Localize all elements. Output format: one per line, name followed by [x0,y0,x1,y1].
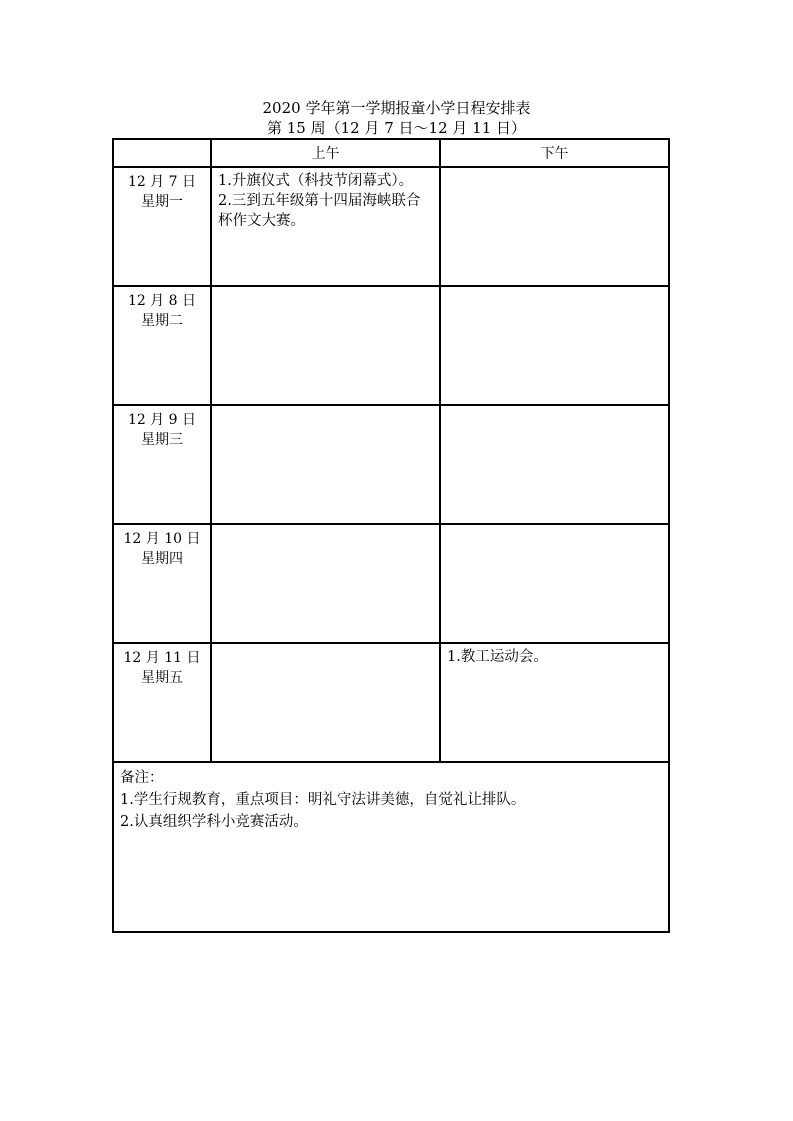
morning-item: 1.升旗仪式（科技节闭幕式）。 [218,173,414,189]
afternoon-cell [440,524,669,643]
day-row [113,524,669,643]
morning-cell [211,524,440,643]
notes-label: 备注： [120,770,164,786]
morning-cell [211,167,440,286]
day-cell [113,405,211,524]
day-date: 12 月 8 日 [127,293,197,309]
morning-cell [211,405,440,524]
morning-cell [211,286,440,405]
day-cell [113,643,211,762]
header-blank [113,139,211,167]
morning-cell [211,643,440,762]
afternoon-cell [440,286,669,405]
morning-item: 2.三到五年级第十四届海峡联合杯作文大赛。 [218,193,421,229]
day-date: 12 月 10 日 [123,531,201,547]
afternoon-cell [440,405,669,524]
day-weekday: 星期三 [141,432,183,448]
header-row [113,139,669,167]
day-weekday: 星期一 [141,194,183,210]
day-date: 12 月 9 日 [127,412,197,428]
day-date: 12 月 11 日 [123,650,201,666]
header-afternoon: 下午 [440,139,669,167]
day-date: 12 月 7 日 [127,174,197,190]
notes-item: 1.学生行规教育，重点项目：明礼守法讲美德，自觉礼让排队。 [120,792,526,808]
day-cell [113,524,211,643]
day-weekday: 星期四 [141,551,183,567]
day-row [113,286,669,405]
header-morning: 上午 [211,139,440,167]
notes-row [113,762,669,932]
afternoon-item: 1.教工运动会。 [447,649,548,665]
afternoon-cell [440,167,669,286]
day-weekday: 星期二 [141,313,183,329]
notes-item: 2.认真组织学科小竞赛活动。 [120,814,308,830]
notes-cell [113,762,669,932]
afternoon-cell [440,643,669,762]
schedule-table [112,138,670,933]
day-row [113,167,669,286]
page-subtitle: 第 15 周（12 月 7 日～12 月 11 日） [266,119,527,137]
day-cell [113,167,211,286]
day-weekday: 星期五 [141,670,183,686]
day-cell [113,286,211,405]
page-title: 2020 学年第一学期报童小学日程安排表 [262,99,531,117]
day-row [113,643,669,762]
day-row [113,405,669,524]
